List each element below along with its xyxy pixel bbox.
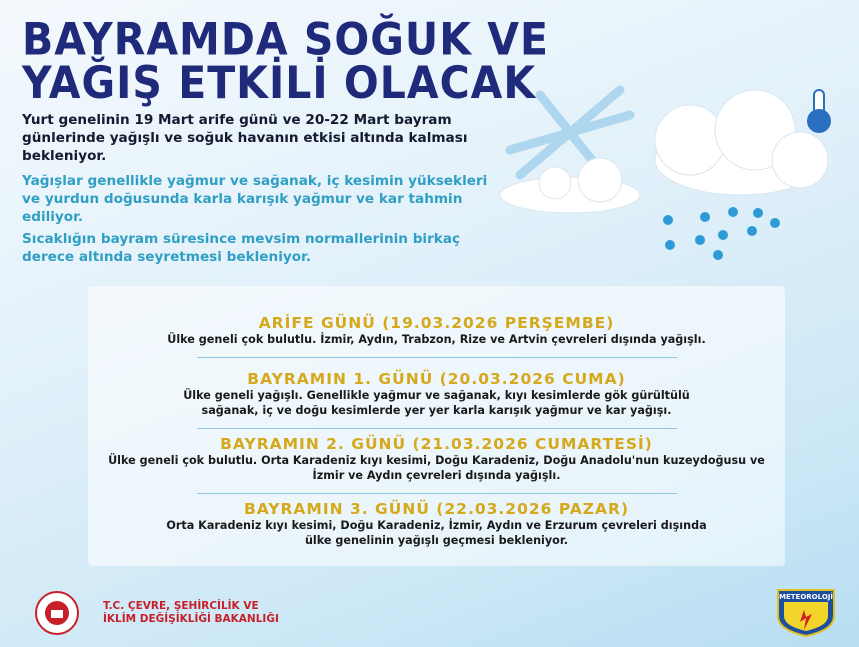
title-line-1: BAYRAMDA SOĞUK VE <box>22 13 549 66</box>
divider <box>197 493 677 494</box>
day-forecast-1 <box>88 370 785 418</box>
day-heading: ARİFE GÜNÜ (19.03.2026 PERŞEMBE) <box>258 314 615 332</box>
day-heading: BAYRAMIN 3. GÜNÜ (22.03.2026 PAZAR) <box>243 500 630 518</box>
ministry-line-1: T.C. ÇEVRE, ŞEHİRCİLİK VE <box>103 600 259 612</box>
divider <box>197 357 677 358</box>
meteoroloji-logo <box>774 588 838 638</box>
day-text: Ülke geneli çok bulutlu. İzmir, Aydın, Trabzon, Rize ve Artvin çevreleri dışında yağışlı. <box>167 333 706 346</box>
raindrops-icon <box>663 207 780 260</box>
day-text: Ülke geneli çok bulutlu. Orta Karadeniz kıyı kesimi, Doğu Karadeniz, Doğu Anadolu'nun kuzeydoğusu ve İzmir ve Aydın çevreleri dışında yağışlı. <box>108 454 765 482</box>
day-heading: BAYRAMIN 1. GÜNÜ (20.03.2026 CUMA) <box>247 370 626 388</box>
title-line-2: YAĞIŞ ETKİLİ OLACAK <box>22 56 537 109</box>
day-forecast-3 <box>88 500 785 548</box>
day-forecast-arife <box>88 314 785 347</box>
day-text: Orta Karadeniz kıyı kesimi, Doğu Karadeniz, İzmir, Aydın ve Erzurum çevreleri dışında ülke genelinin yağışlı geçmesi bekleniyor. <box>166 519 707 547</box>
divider <box>197 428 677 429</box>
day-text: Ülke geneli yağışlı. Genellikle yağmur ve sağanak, kıyı kesimlerde gök gürültülü sağanak, iç ve doğu kesimlerde yer yer karla karışık yağmur ve kar yağışı. <box>183 389 690 417</box>
weather-illustration <box>490 85 850 265</box>
intro-paragraph-3: Sıcaklığın bayram süresince mevsim normallerinin birkaç derece altında seyretmesi bekleniyor. <box>22 231 461 265</box>
forecast-card <box>88 286 785 566</box>
ministry-line-2: İKLİM DEĞİŞİKLİĞİ BAKANLIĞI <box>103 613 279 625</box>
thermometer-icon <box>807 90 831 133</box>
ministry-name <box>103 600 279 626</box>
ministry-logo <box>20 590 94 636</box>
day-heading: BAYRAMIN 2. GÜNÜ (21.03.2026 CUMARTESİ) <box>220 435 653 453</box>
intro-paragraph-2: Yağışlar genellikle yağmur ve sağanak, iç kesimin yüksekleri ve yurdun doğusunda karla karışık yağmur ve kar tahmin ediliyor. <box>22 173 488 225</box>
svg-text:METEOROLOJİ: METEOROLOJİ <box>779 593 833 601</box>
intro-paragraph-1: Yurt genelinin 19 Mart arife günü ve 20-22 Mart bayram günlerinde yağışlı ve soğuk havanın etkisi altında kalması bekleniyor. <box>22 112 468 164</box>
day-forecast-2 <box>88 435 785 483</box>
